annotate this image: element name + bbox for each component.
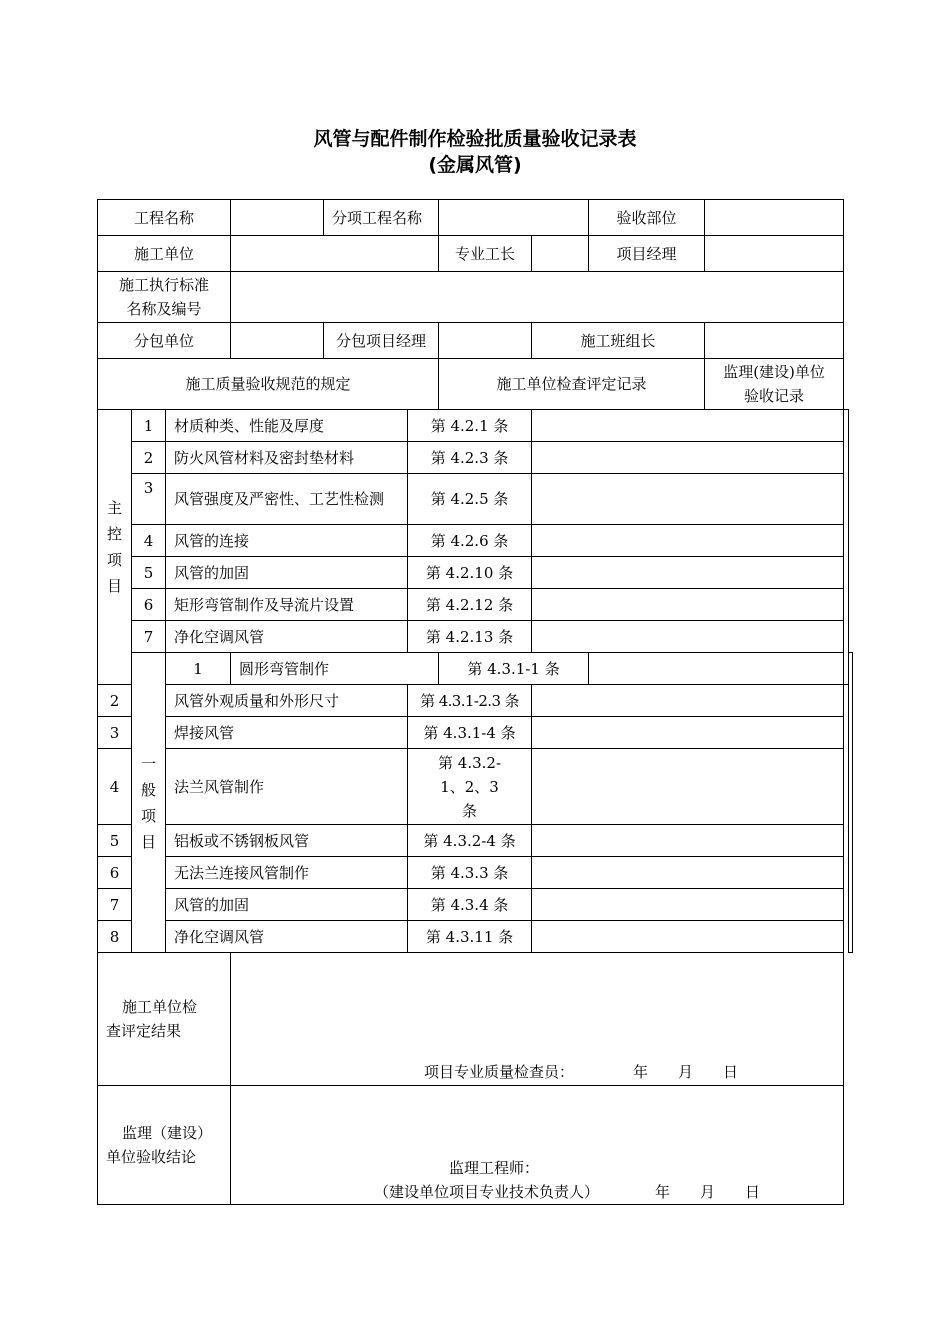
sub-project-manager-label: 分包项目经理: [324, 323, 439, 359]
self-check-cell[interactable]: [532, 557, 844, 589]
construction-unit-label: 施工单位: [98, 236, 231, 272]
general-item-row: [98, 857, 853, 889]
item-name: 风管外观质量和外形尺寸: [166, 685, 408, 717]
item-number: 1: [132, 410, 166, 442]
item-name: 风管强度及严密性、工艺性检测: [166, 474, 408, 525]
item-number: 4: [98, 749, 132, 825]
header-row-standard: [98, 272, 853, 323]
acceptance-part-field[interactable]: [705, 200, 844, 236]
owner-rep-label: （建设单位项目专业技术负责人）: [374, 1183, 600, 1201]
item-clause: 第 4.3.11 条: [408, 921, 532, 953]
main-item-row: [98, 525, 853, 557]
general-item-row: [98, 889, 853, 921]
supervision-column-header: 监理(建设)单位 验收记录: [705, 359, 844, 410]
item-number: 3: [98, 717, 132, 749]
supervision-result-row: [98, 1086, 853, 1205]
self-check-cell[interactable]: [532, 857, 844, 889]
item-clause: 第 4.2.1 条: [408, 410, 532, 442]
project-name-label: 工程名称: [98, 200, 231, 236]
item-name: 风管的连接: [166, 525, 408, 557]
self-check-column-header: 施工单位检查评定记录: [439, 359, 705, 410]
date-placeholder: 年 月 日: [633, 1063, 739, 1081]
standard-field[interactable]: [231, 272, 844, 323]
supervision-result-label: 监理（建设） 单位验收结论: [98, 1086, 231, 1205]
sub-project-name-label: 分项工程名称: [324, 200, 439, 236]
item-name: 铝板或不锈钢板风管: [166, 825, 408, 857]
main-item-row: [98, 410, 853, 442]
construction-unit-field[interactable]: [231, 236, 439, 272]
foreman-label: 专业工长: [439, 236, 532, 272]
self-result-label: 施工单位检 查评定结果: [98, 953, 231, 1086]
sub-project-name-field[interactable]: [439, 200, 589, 236]
general-item-row: [98, 749, 853, 825]
acceptance-record-table: [97, 199, 853, 1205]
item-number: 6: [98, 857, 132, 889]
self-check-cell[interactable]: [532, 442, 844, 474]
item-number: 7: [98, 889, 132, 921]
subcontractor-label: 分包单位: [98, 323, 231, 359]
item-number: 3: [132, 474, 166, 525]
item-clause: 第 4.2.6 条: [408, 525, 532, 557]
item-clause: 第 4.2.3 条: [408, 442, 532, 474]
item-clause: 第 4.2.12 条: [408, 589, 532, 621]
subcontractor-field[interactable]: [231, 323, 324, 359]
item-clause: 第 4.3.1-2.3 条: [408, 685, 532, 717]
item-clause: 第 4.2.5 条: [408, 474, 532, 525]
self-check-cell[interactable]: [532, 589, 844, 621]
general-supervision-cell[interactable]: [848, 653, 852, 953]
general-label: 一 般 项 目: [132, 653, 166, 953]
page-subtitle: (金属风管): [428, 154, 522, 176]
team-leader-field[interactable]: [705, 323, 844, 359]
self-check-cell[interactable]: [532, 749, 844, 825]
main-item-row: [98, 474, 853, 525]
self-check-cell[interactable]: [532, 717, 844, 749]
header-row-project: [98, 200, 853, 236]
general-item-row: [98, 825, 853, 857]
item-name: 焊接风管: [166, 717, 408, 749]
self-check-cell[interactable]: [589, 653, 848, 685]
general-item-row: [98, 685, 853, 717]
self-check-cell[interactable]: [532, 525, 844, 557]
item-number: 2: [98, 685, 132, 717]
acceptance-part-label: 验收部位: [589, 200, 705, 236]
general-item-row: [98, 921, 853, 953]
project-name-field[interactable]: [231, 200, 324, 236]
item-clause: 第 4.3.3 条: [408, 857, 532, 889]
item-number: 5: [132, 557, 166, 589]
foreman-field[interactable]: [532, 236, 589, 272]
item-name: 矩形弯管制作及导流片设置: [166, 589, 408, 621]
item-number: 8: [98, 921, 132, 953]
project-manager-label: 项目经理: [589, 236, 705, 272]
self-check-cell[interactable]: [532, 474, 844, 525]
self-result-field[interactable]: [231, 953, 844, 1086]
engineer-label: 监理工程师：: [449, 1159, 540, 1177]
main-supervision-cell[interactable]: [844, 410, 848, 685]
item-name: 防火风管材料及密封垫材料: [166, 442, 408, 474]
team-leader-label: 施工班组长: [532, 323, 705, 359]
item-name: 净化空调风管: [166, 921, 408, 953]
main-item-row: [98, 557, 853, 589]
inspector-label: 项目专业质量检查员：: [424, 1063, 575, 1081]
item-number: 5: [98, 825, 132, 857]
column-header-row: [98, 359, 853, 410]
self-check-cell[interactable]: [532, 621, 844, 653]
main-item-row: [98, 589, 853, 621]
item-name: 无法兰连接风管制作: [166, 857, 408, 889]
spec-column-header: 施工质量验收规范的规定: [98, 359, 439, 410]
item-clause: 第 4.3.2- 1、2、3 条: [408, 749, 532, 825]
self-check-cell[interactable]: [532, 921, 844, 953]
date-placeholder: 年 月 日: [655, 1183, 761, 1201]
self-check-cell[interactable]: [532, 685, 844, 717]
header-row-subcontractor: [98, 323, 853, 359]
self-check-cell[interactable]: [532, 889, 844, 921]
item-name: 法兰风管制作: [166, 749, 408, 825]
item-name: 圆形弯管制作: [231, 653, 439, 685]
header-row-unit: [98, 236, 853, 272]
item-name: 材质种类、性能及厚度: [166, 410, 408, 442]
main-item-row: [98, 621, 853, 653]
item-clause: 第 4.2.10 条: [408, 557, 532, 589]
self-check-cell[interactable]: [532, 825, 844, 857]
item-clause: 第 4.2.13 条: [408, 621, 532, 653]
standard-label: 施工执行标准 名称及编号: [98, 272, 231, 323]
general-item-row: [98, 653, 853, 685]
item-clause: 第 4.3.4 条: [408, 889, 532, 921]
item-number: 1: [166, 653, 231, 685]
item-name: 净化空调风管: [166, 621, 408, 653]
item-number: 6: [132, 589, 166, 621]
item-number: 2: [132, 442, 166, 474]
page-title: 风管与配件制作检验批质量验收记录表: [313, 128, 637, 150]
item-clause: 第 4.3.2-4 条: [408, 825, 532, 857]
supervision-result-field[interactable]: [231, 1086, 844, 1205]
self-result-row: [98, 953, 853, 1086]
item-name: 风管的加固: [166, 889, 408, 921]
general-item-row: [98, 717, 853, 749]
item-clause: 第 4.3.1-1 条: [439, 653, 589, 685]
item-number: 4: [132, 525, 166, 557]
main-item-row: [98, 442, 853, 474]
main-control-label: 主 控 项 目: [98, 410, 132, 685]
item-clause: 第 4.3.1-4 条: [408, 717, 532, 749]
item-number: 7: [132, 621, 166, 653]
item-name: 风管的加固: [166, 557, 408, 589]
project-manager-field[interactable]: [705, 236, 844, 272]
sub-project-manager-field[interactable]: [439, 323, 532, 359]
self-check-cell[interactable]: [532, 410, 844, 442]
